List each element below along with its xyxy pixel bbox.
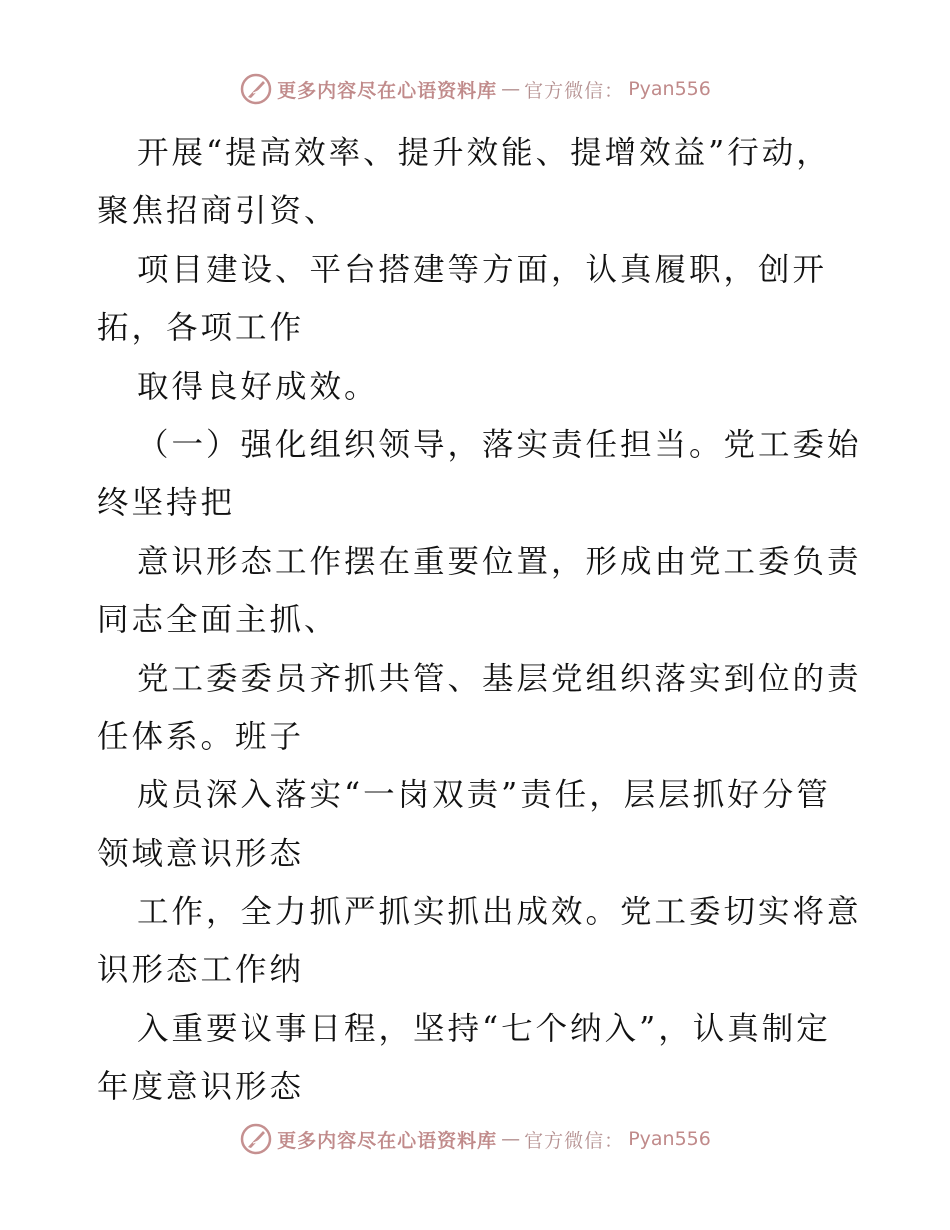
text-line: 同志全面主抓、 bbox=[97, 602, 339, 639]
watermark-brand: 更多内容尽在心语资料库 bbox=[277, 1129, 498, 1152]
quill-logo-icon bbox=[239, 72, 273, 106]
watermark-brand: 更多内容尽在心语资料库 bbox=[277, 79, 498, 102]
watermark-wechat-id: Pyan556 bbox=[628, 78, 711, 100]
text-line: 取得良好成效。 bbox=[137, 368, 379, 405]
text-line: 拓，各项工作 bbox=[97, 310, 305, 347]
text-line: 党工委委员齐抓共管、基层党组织落实到位的责 bbox=[137, 660, 862, 697]
text-line: 聚焦招商引资、 bbox=[97, 193, 339, 230]
text-line: 入重要议事日程，坚持“七个纳入”，认真制定 bbox=[137, 1010, 831, 1047]
watermark-label: 官方微信： bbox=[524, 79, 625, 102]
text-line: 成员深入落实“一岗双责”责任，层层抓好分管 bbox=[137, 777, 831, 814]
text-line: 终坚持把 bbox=[97, 485, 236, 522]
text-line: 意识形态工作摆在重要位置，形成由党工委负责 bbox=[137, 543, 862, 580]
text-line: 开展“提高效率、提升效能、提增效益”行动， bbox=[137, 135, 831, 171]
text-line: 领域意识形态 bbox=[97, 835, 305, 872]
footer-watermark bbox=[0, 1122, 950, 1156]
quill-logo-icon bbox=[239, 1122, 273, 1156]
watermark-label: 官方微信： bbox=[524, 1129, 625, 1152]
text-line: 项目建设、平台搭建等方面，认真履职，创开 bbox=[137, 251, 828, 288]
text-line: 任体系。班子 bbox=[97, 718, 305, 755]
text-line: （一）强化组织领导，落实责任担当。党工委始 bbox=[137, 426, 862, 463]
text-line: 识形态工作纳 bbox=[97, 952, 305, 989]
document-body bbox=[97, 124, 862, 1117]
text-line: 工作，全力抓严抓实抓出成效。党工委切实将意 bbox=[137, 894, 862, 931]
watermark-separator: — bbox=[501, 1128, 521, 1150]
text-line: 年度意识形态 bbox=[97, 1069, 305, 1106]
watermark-separator: — bbox=[501, 78, 521, 100]
watermark-wechat-id: Pyan556 bbox=[628, 1128, 711, 1150]
header-watermark bbox=[0, 72, 950, 106]
